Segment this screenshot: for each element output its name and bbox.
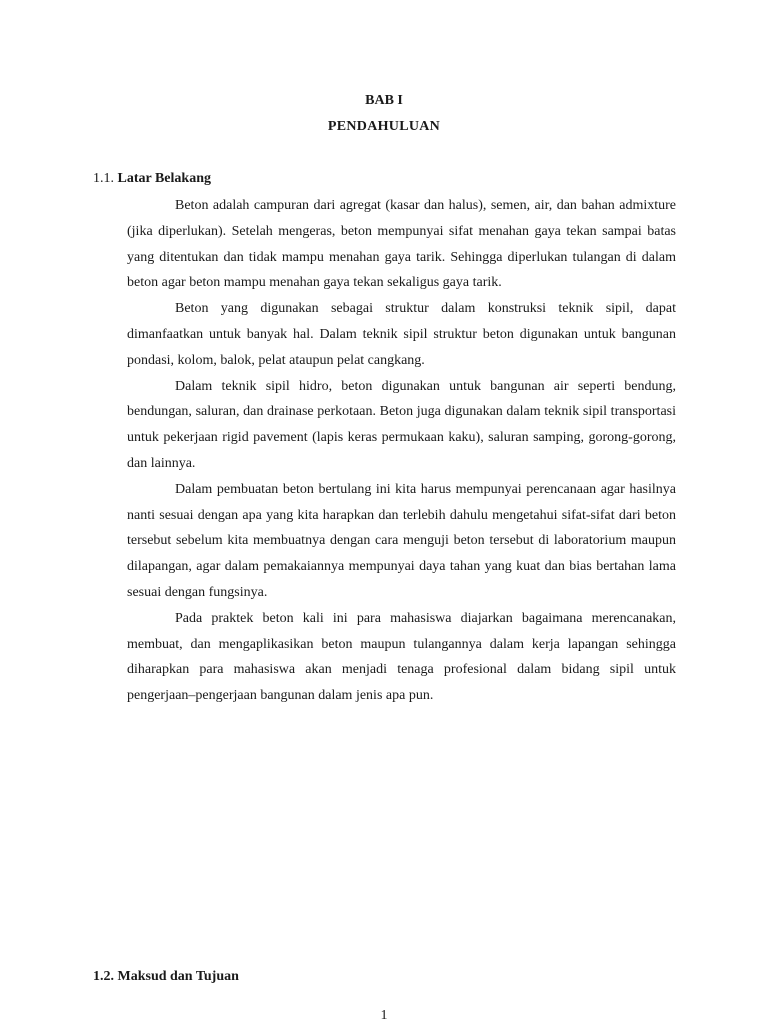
section-number: 1.2. bbox=[93, 969, 114, 984]
paragraph: Dalam pembuatan beton bertulang ini kita harus mempunyai perencanaan agar hasilnya nanti sesuai dengan apa yang kita harapkan dan terlebih dahulu mengetahui sifat-sifat dari beton tersebut sebelum kita membuatnya dengan cara menguji beton tersebut di laboratorium maupun dilapangan, agar dalam pemakaiannya mempunyai daya tahan yang kuat dan bias bertahan lama sesuai dengan fungsinya. bbox=[127, 481, 676, 600]
chapter-label: BAB I bbox=[365, 93, 403, 108]
paragraph: Pada praktek beton kali ini para mahasiswa diajarkan bagaimana merencanakan, membuat, dan mengaplikasikan beton maupun tulangannya dalam kerja lapangan sehingga diharapkan para mahasiswa akan menjadi tenaga profesional dalam bidang sipil untuk pengerjaan–pengerjaan bangunan dalam jenis apa pun. bbox=[127, 610, 676, 704]
paragraph: Dalam teknik sipil hidro, beton digunakan untuk bangunan air seperti bendung, bendungan, saluran, dan drainase perkotaan. Beton juga digunakan dalam teknik sipil transportasi untuk pekerjaan rigid pavement (lapis keras permukaan kaku), saluran samping, gorong-gorong, dan lainnya. bbox=[127, 378, 676, 471]
page-number: 1 bbox=[380, 1008, 388, 1023]
section-heading-maksud-dan-tujuan bbox=[93, 968, 239, 986]
section-title: Latar Belakang bbox=[117, 171, 211, 186]
section-body bbox=[127, 193, 676, 709]
section-title: Maksud dan Tujuan bbox=[117, 969, 239, 984]
section-number: 1.1. bbox=[93, 171, 114, 186]
paragraph: Beton yang digunakan sebagai struktur dalam konstruksi teknik sipil, dapat dimanfaatkan untuk banyak hal. Dalam teknik sipil struktur beton digunakan untuk bangunan pondasi, kolom, balok, pelat ataupun pelat cangkang. bbox=[127, 301, 676, 368]
chapter-title: PENDAHULUAN bbox=[327, 119, 441, 134]
paragraph: Beton adalah campuran dari agregat (kasar dan halus), semen, air, dan bahan admixture (jika diperlukan). Setelah mengeras, beton mempunyai sifat menahan gaya tekan sampai batas yang ditentukan dan tidak mampu menahan gaya tarik. Sehingga diperlukan tulangan di dalam beton agar beton mampu menahan gaya tekan sekaligus gaya tarik. bbox=[127, 198, 676, 291]
section-heading-latar-belakang bbox=[93, 170, 211, 188]
